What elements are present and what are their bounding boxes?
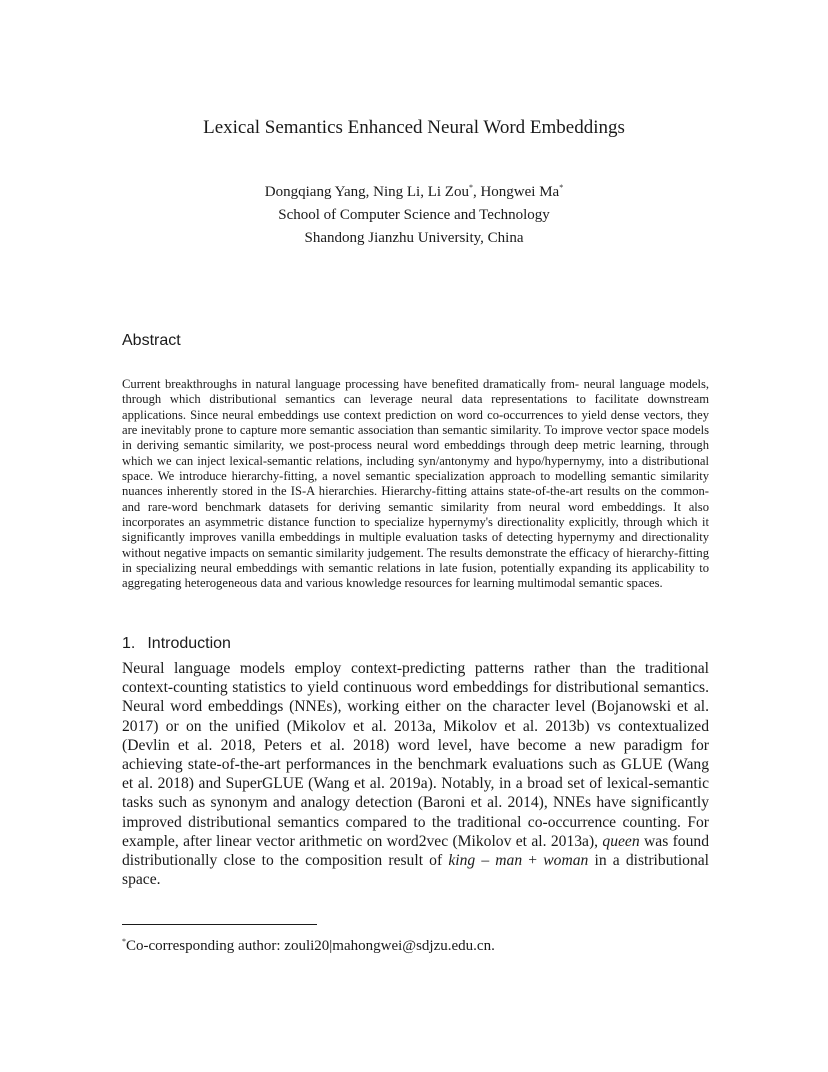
intro-italic-term: queen (602, 832, 640, 850)
intro-text-run: – (475, 852, 496, 870)
section-title: Introduction (147, 635, 231, 652)
introduction-paragraph (122, 659, 709, 889)
affiliation-line: School of Computer Science and Technology (278, 207, 550, 223)
paper-title: Lexical Semantics Enhanced Neural Word Embeddings (203, 117, 625, 138)
affiliation-line: Shandong Jianzhu University, China (304, 230, 524, 246)
abstract-heading: Abstract (122, 332, 181, 349)
footnote-text: Co-corresponding author: zouli20|mahongwei@sdjzu.edu.cn. (126, 938, 495, 954)
intro-text-run: + (522, 852, 544, 870)
author-separator: , (472, 184, 481, 200)
intro-text-run: in a distributional space. (122, 852, 709, 889)
intro-italic-term: man (495, 852, 523, 870)
abstract-text: Current breakthroughs in natural language processing have benefited dramatically from- neural language models, through which distributional semantics can leverage neural data representations to facilitate downstream applications. Since neural embeddings use context prediction on word co-occurrences to yield dense vectors, they are inevitably prone to capture more semantic association than semantic similarity. To improve vector space models in deriving semantic similarity, we post-process neural word embeddings through deep metric learning, through which we can inject lexical-semantic relations, including syn/antonymy and hypo/hypernymy, into a distributional space. We introduce hierarchy-fitting, a novel semantic specialization approach to modelling semantic similarity nuances inherently stored in the IS-A hierarchies. Hierarchy-fitting attains state-of-the-art results on the common- and rare-word benchmark datasets for deriving semantic similarity from neural word embeddings. It also incorporates an asymmetric distance function to specialize hypernymy's directionality explicitly, through which it significantly improves vanilla embeddings in multiple evaluation tasks of detecting hypernymy and directionality without negative impacts on semantic similarity judgement. The results demonstrate the efficacy of hierarchy-fitting in specializing neural embeddings with semantic relations in late fusion, potentially expanding its applicability to aggregating heterogeneous data and various knowledge resources for learning multimodal semantic spaces. (122, 377, 709, 591)
corresponding-mark: * (559, 183, 564, 192)
intro-italic-term: king (448, 852, 476, 870)
corresponding-mark: * (468, 183, 473, 192)
author-list (0, 181, 828, 204)
intro-italic-term: woman (543, 852, 589, 870)
author-block (0, 181, 828, 250)
intro-text-run: Neural language models employ context-predicting patterns rather than the traditional context-counting statistics to yield continuous word embeddings for distributional semantics. Neural word embeddings (NNEs), working either on the character level (Bojanowski et al. 2017) or on the unified (Mikolov et al. 2013a, Mikolov et al. 2013b) vs contextualized (Devlin et al. 2018, Peters et al. 2018) word level, have become a new paradigm for achieving state-of-the-art performances in the benchmark evaluations such as GLUE (Wang et al. 2018) and SuperGLUE (Wang et al. 2019a). Notably, in a broad set of lexical-semantic tasks such as synonym and analogy detection (Baroni et al. 2014), NNEs have significantly improved distributional semantics compared to the traditional co-occurrence counting. For example, after linear vector arithmetic on word2vec (Mikolov et al. 2013a), (122, 660, 709, 850)
footnote (122, 936, 495, 956)
last-author: Hongwei Ma (480, 184, 560, 200)
author-names: Dongqiang Yang, Ning Li, Li Zou (264, 184, 469, 200)
footnote-mark: * (122, 937, 126, 946)
footnote-divider (122, 924, 317, 925)
section-number: 1. (122, 635, 136, 652)
intro-text-run: was found distributionally close to the composition result of (122, 832, 709, 870)
section-heading (122, 634, 231, 654)
